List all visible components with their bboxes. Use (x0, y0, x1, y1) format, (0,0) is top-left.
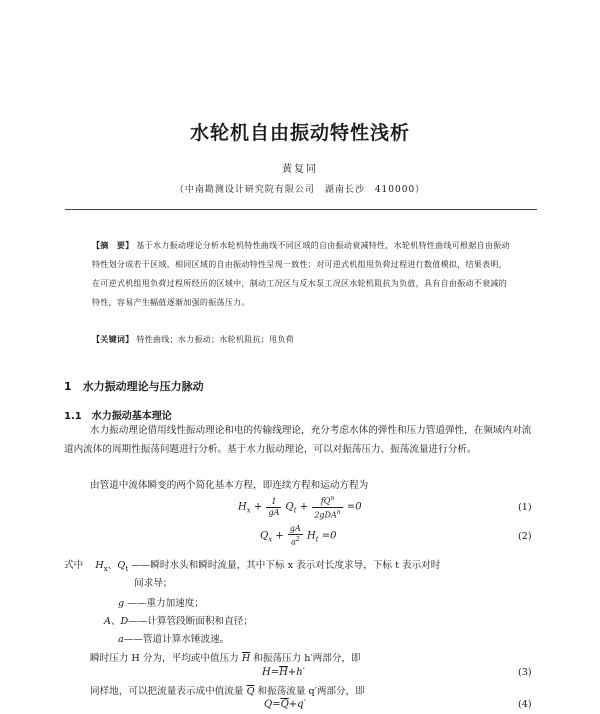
equation-4-number: (4) (518, 699, 532, 710)
abstract-label: 【摘 要】 (92, 241, 134, 250)
equation-3: $H=\overline{H}+h'$ (262, 667, 305, 678)
equation-4: $Q=\overline{Q}+q'$ (264, 699, 306, 710)
equation-2-number: (2) (518, 531, 532, 542)
header-divider (65, 209, 537, 210)
paragraph-2: 由管道中流体瞬变的两个简化基本方程，即连续方程和运动方程为 (90, 480, 369, 491)
section-1-1-heading: 1.1 水力振动基本理论 (64, 411, 172, 422)
affiliation: （中南勘测设计研究院有限公司 湖南长沙 410000） (174, 185, 426, 195)
paragraph-1: 水力振动理论借用线性振动理论和电的传输线理论，充分考虑水体的弹性和压力管道弹性，在频域内对流道内流体的周期性振荡问题进行分析。基于水力振动理论，可以对振荡压力、振荡流量进行分析。 (64, 425, 532, 455)
paper-title: 水轮机自由振动特性浅析 (189, 122, 410, 144)
definition-1: 式中 $H_x$、$Q_t$ ——瞬时水头和瞬时流量，其中下标 x 表示对长度求导，下标 t 表示对时 (64, 560, 441, 573)
definition-1-cont: 间求导； (134, 578, 173, 589)
abstract (92, 236, 512, 312)
keywords (92, 334, 294, 345)
abstract-text: 基于水力振动理论分析水轮机特性曲线不同区域的自由振动衰减特性，水轮机特性曲线可根据自由振动特性划分成若干区域，相同区域的自由振动特性呈现一致性；对可逆式机组甩负荷过程进行数值模拟，结果表明，在可逆式机组甩负荷过程所经历的区域中，制动工况区与反水泵工况区水轮机阻抗为负值，具有自由振动不衰减的特性，容易产生幅值逐渐加强的振荡压力。 (92, 241, 510, 307)
equation-1-number: (1) (518, 502, 532, 513)
definition-2: g ——重力加速度； (118, 598, 204, 609)
paragraph-3: 瞬时压力 H 分为，平均或中值压力 $\overline{H}$ 和振荡压力 h′两部分，即 (90, 653, 361, 664)
author: 黄复同 (282, 164, 318, 175)
equation-1: $H_x$ + $\frac{1}{gA}$ $Q_t$ + $\frac{fQ^n}{2gDA^n}$ =0 (238, 495, 362, 520)
equation-2: $Q_x$ + $\frac{gA}{a^2}$ $H_t =0$ (260, 524, 337, 547)
keywords-text: 特性曲线；水力振动；水轮机阻抗；甩负荷 (136, 335, 295, 344)
definition-4: a——管道计算水锤波速。 (118, 634, 230, 645)
definition-3: A、D——计算管段断面积和直径； (104, 616, 253, 627)
paragraph-4: 同样地，可以把流量表示成中值流量 $\overline{Q}$ 和振荡流量 q′两部分，即 (90, 686, 365, 697)
section-1-heading: 1 水力振动理论与压力脉动 (64, 380, 204, 393)
equation-3-number: (3) (518, 667, 532, 678)
keywords-label: 【关键词】 (92, 335, 134, 344)
